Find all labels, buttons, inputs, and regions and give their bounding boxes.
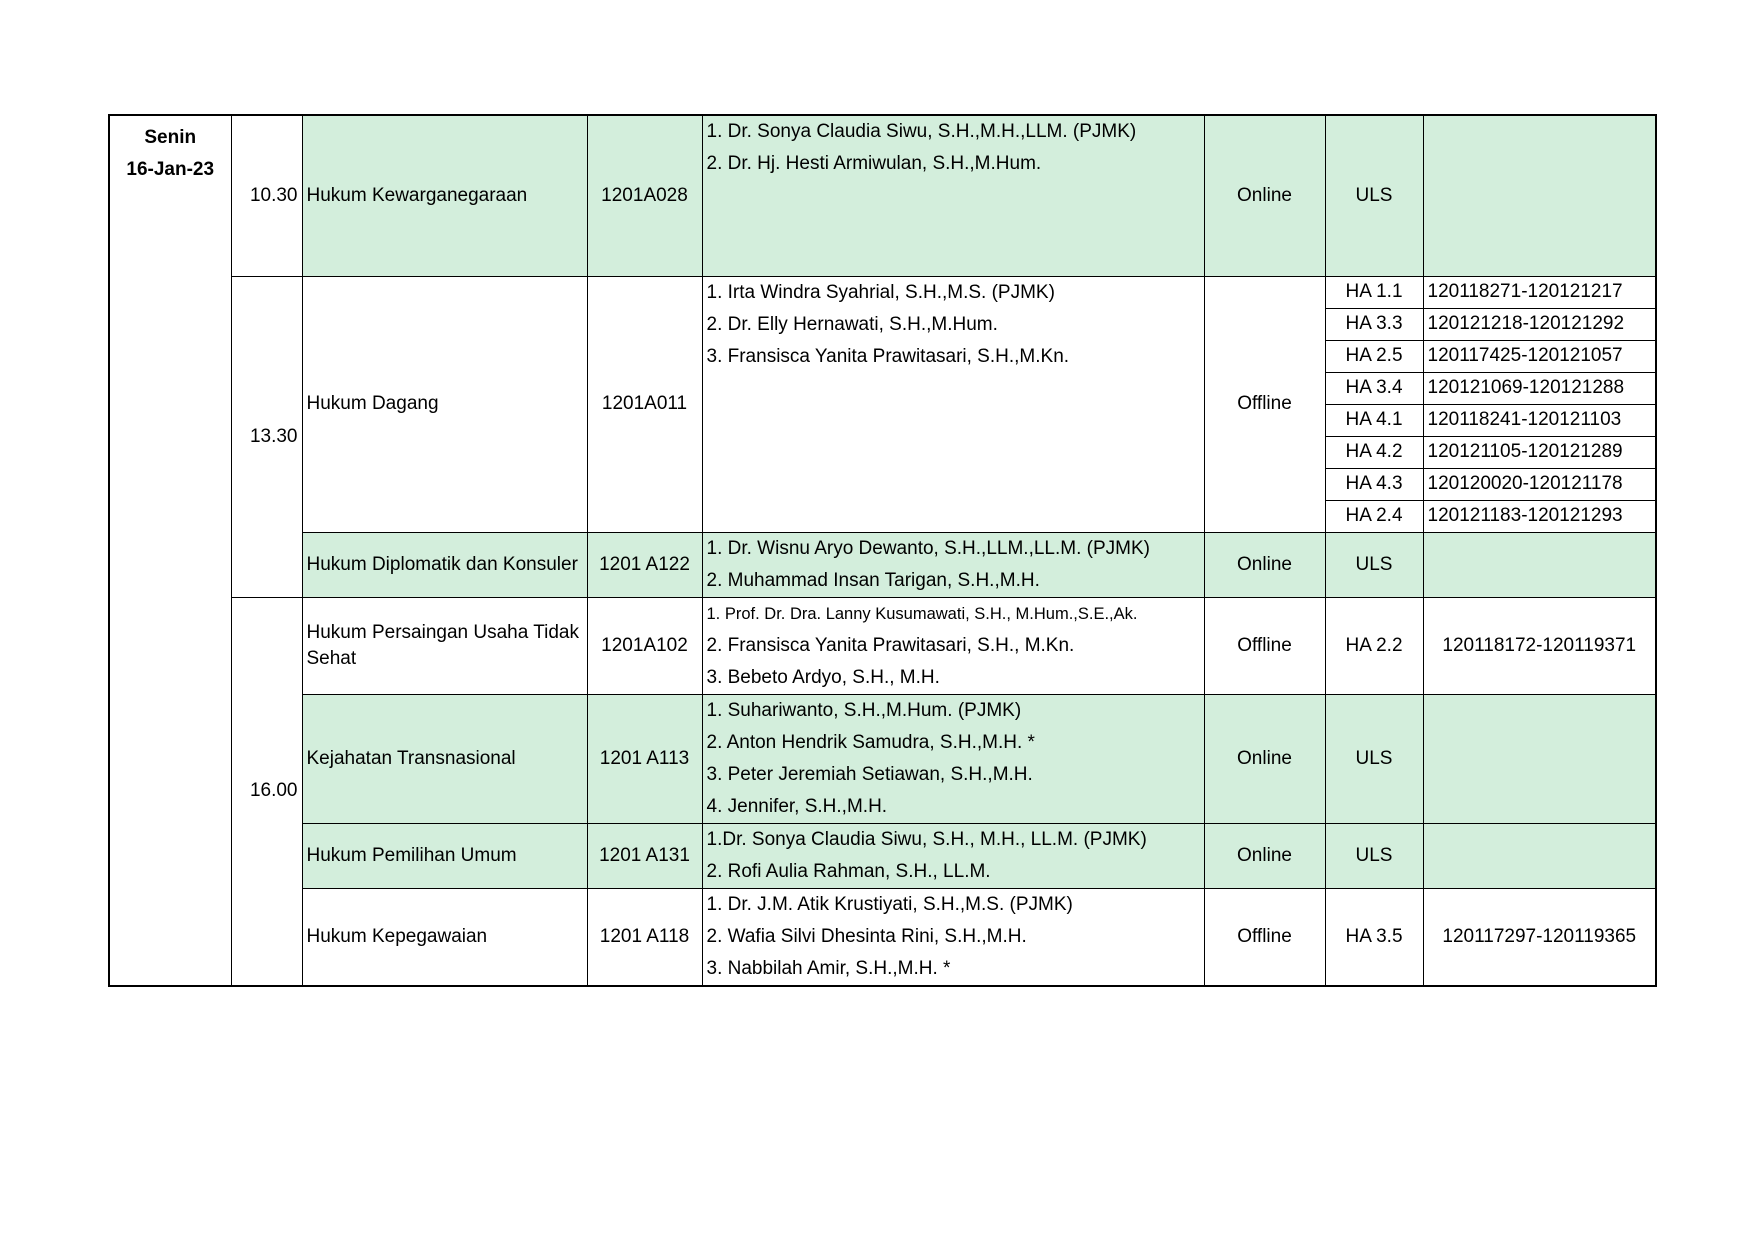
time-cell: 10.30 <box>231 115 302 276</box>
nim-range: 120117425-120121057 <box>1423 340 1656 372</box>
time-cell: 16.00 <box>231 597 302 986</box>
room: ULS <box>1325 115 1423 276</box>
course-name: Hukum Diplomatik dan Konsuler <box>302 532 587 597</box>
lecturer: 1. Suhariwanto, S.H.,M.Hum. (PJMK) <box>706 699 1022 721</box>
lecturer: 2. Rofi Aulia Rahman, S.H., LL.M. <box>706 860 991 882</box>
mode: Online <box>1204 115 1325 276</box>
lecturers <box>702 597 1204 694</box>
nim-range: 120117297-120119365 <box>1423 888 1656 986</box>
mode: Offline <box>1204 888 1325 986</box>
lecturer: 4. Jennifer, S.H.,M.H. <box>706 795 888 817</box>
table-row <box>109 694 1656 823</box>
mode: Online <box>1204 823 1325 888</box>
table-row <box>109 823 1656 888</box>
date-label: 16-Jan-23 <box>126 159 215 180</box>
course-name: Hukum Kewarganegaraan <box>302 115 587 276</box>
room: HA 4.2 <box>1325 436 1423 468</box>
nim-range <box>1423 532 1656 597</box>
room: HA 4.1 <box>1325 404 1423 436</box>
lecturers <box>702 888 1204 986</box>
room: HA 1.1 <box>1325 276 1423 308</box>
lecturer: 2. Dr. Hj. Hesti Armiwulan, S.H.,M.Hum. <box>706 153 1042 174</box>
lecturers <box>702 115 1204 276</box>
nim-range: 120121105-120121289 <box>1423 436 1656 468</box>
course-name: Hukum Dagang <box>302 276 587 532</box>
lecturer: 1. Dr. Wisnu Aryo Dewanto, S.H.,LLM.,LL.M. (PJMK) <box>706 537 1150 559</box>
lecturer: 3. Bebeto Ardyo, S.H., M.H. <box>706 666 940 688</box>
nim-range <box>1423 823 1656 888</box>
lecturer: 2. Anton Hendrik Samudra, S.H.,M.H. * <box>706 731 1035 753</box>
lecturer: 2. Dr. Elly Hernawati, S.H.,M.Hum. <box>706 313 998 335</box>
lecturer: 1. Irta Windra Syahrial, S.H.,M.S. (PJMK) <box>706 281 1055 303</box>
lecturer: 1. Prof. Dr. Dra. Lanny Kusumawati, S.H., M.Hum.,S.E.,Ak. <box>706 604 1138 623</box>
lecturer: 1. Dr. Sonya Claudia Siwu, S.H.,M.H.,LLM. (PJMK) <box>706 121 1137 142</box>
day-label: Senin <box>144 127 197 148</box>
table-row <box>109 532 1656 597</box>
table-row <box>109 597 1656 694</box>
course-code: 1201 A118 <box>587 888 702 986</box>
room: HA 3.3 <box>1325 308 1423 340</box>
lecturer: 1.Dr. Sonya Claudia Siwu, S.H., M.H., LL.M. (PJMK) <box>706 828 1147 850</box>
nim-range: 120120020-120121178 <box>1423 468 1656 500</box>
lecturer: 3. Peter Jeremiah Setiawan, S.H.,M.H. <box>706 763 1033 785</box>
room: HA 2.5 <box>1325 340 1423 372</box>
course-name: Hukum Kepegawaian <box>302 888 587 986</box>
nim-range <box>1423 115 1656 276</box>
nim-range: 120121069-120121288 <box>1423 372 1656 404</box>
room: ULS <box>1325 694 1423 823</box>
lecturers <box>702 532 1204 597</box>
course-name: Hukum Pemilihan Umum <box>302 823 587 888</box>
mode: Offline <box>1204 597 1325 694</box>
time-cell: 13.30 <box>231 276 302 597</box>
room: HA 3.4 <box>1325 372 1423 404</box>
nim-range <box>1423 694 1656 823</box>
room: ULS <box>1325 532 1423 597</box>
course-code: 1201 A122 <box>587 532 702 597</box>
course-code: 1201 A131 <box>587 823 702 888</box>
room: HA 2.2 <box>1325 597 1423 694</box>
lecturer: 2. Muhammad Insan Tarigan, S.H.,M.H. <box>706 569 1040 591</box>
mode: Online <box>1204 532 1325 597</box>
lecturer: 3. Fransisca Yanita Prawitasari, S.H.,M.Kn. <box>706 345 1070 367</box>
nim-range: 120118241-120121103 <box>1423 404 1656 436</box>
room: ULS <box>1325 823 1423 888</box>
table-row <box>109 276 1656 308</box>
course-name: Kejahatan Transnasional <box>302 694 587 823</box>
course-name: Hukum Persaingan Usaha Tidak Sehat <box>302 597 587 694</box>
lecturer: 2. Wafia Silvi Dhesinta Rini, S.H.,M.H. <box>706 925 1027 947</box>
day-cell <box>109 115 231 986</box>
mode: Online <box>1204 694 1325 823</box>
lecturers <box>702 694 1204 823</box>
nim-range: 120118172-120119371 <box>1423 597 1656 694</box>
table-row <box>109 115 1656 276</box>
lecturers <box>702 276 1204 532</box>
nim-range: 120121218-120121292 <box>1423 308 1656 340</box>
nim-range: 120118271-120121217 <box>1423 276 1656 308</box>
table-row <box>109 888 1656 986</box>
lecturers <box>702 823 1204 888</box>
room: HA 4.3 <box>1325 468 1423 500</box>
lecturer: 1. Dr. J.M. Atik Krustiyati, S.H.,M.S. (PJMK) <box>706 893 1073 915</box>
lecturer: 3. Nabbilah Amir, S.H.,M.H. * <box>706 957 951 979</box>
course-code: 1201A011 <box>587 276 702 532</box>
course-code: 1201 A113 <box>587 694 702 823</box>
course-code: 1201A028 <box>587 115 702 276</box>
nim-range: 120121183-120121293 <box>1423 500 1656 532</box>
room: HA 2.4 <box>1325 500 1423 532</box>
room: HA 3.5 <box>1325 888 1423 986</box>
mode: Offline <box>1204 276 1325 532</box>
exam-schedule-table <box>108 114 1657 987</box>
lecturer: 2. Fransisca Yanita Prawitasari, S.H., M.Kn. <box>706 634 1075 656</box>
course-code: 1201A102 <box>587 597 702 694</box>
